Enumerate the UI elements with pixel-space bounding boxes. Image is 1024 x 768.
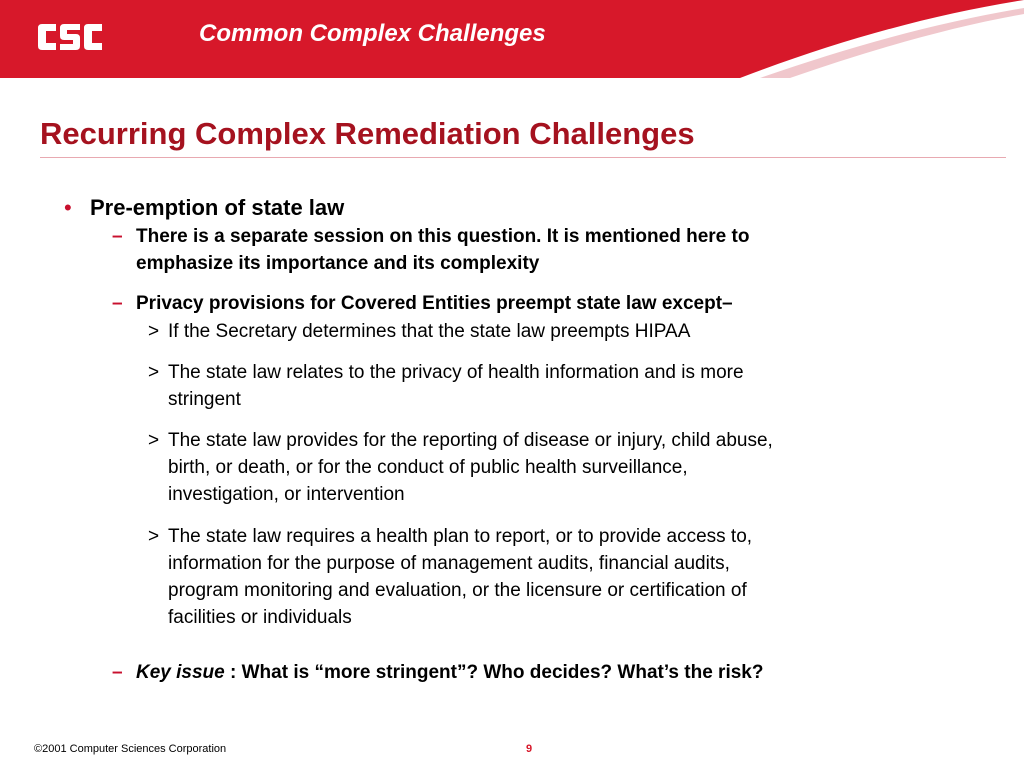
page-number: 9 (526, 743, 533, 755)
chevron-marker: > (148, 430, 160, 451)
sub1-line2: emphasize its importance and its complexity (136, 253, 540, 274)
exception-1 (168, 318, 690, 345)
banner-title: Common Complex Challenges (199, 20, 546, 47)
exception-4-line: information for the purpose of management audits, financial audits, (168, 553, 730, 574)
exception-4-line: facilities or individuals (168, 607, 352, 628)
dash-marker: – (112, 662, 123, 683)
exception-2 (168, 359, 744, 413)
key-issue-label: Key issue (136, 662, 225, 683)
footer-copyright: ©2001 Computer Sciences Corporation (34, 743, 227, 755)
bullet-preemption: Pre-emption of state law (90, 195, 345, 220)
key-issue-text: : What is “more stringent”? Who decides? What’s the risk? (224, 662, 764, 683)
exception-2-line: The state law relates to the privacy of health information and is more (168, 362, 744, 383)
exception-4-line: The state law requires a health plan to report, or to provide access to, (168, 526, 753, 547)
slide-title: Recurring Complex Remediation Challenges (40, 116, 695, 151)
exception-3 (168, 427, 773, 508)
header-banner (0, 0, 1024, 78)
sub2-text: Privacy provisions for Covered Entities preempt state law except– (136, 293, 733, 314)
exception-1-line: If the Secretary determines that the state law preempts HIPAA (168, 321, 691, 342)
dash-marker: – (112, 293, 123, 314)
chevron-marker: > (148, 321, 160, 342)
bullet-marker: • (64, 195, 72, 220)
chevron-marker: > (148, 526, 160, 547)
exception-3-line: investigation, or intervention (168, 484, 405, 505)
dash-marker: – (112, 226, 123, 247)
key-issue (136, 662, 763, 684)
exception-3-line: The state law provides for the reporting of disease or injury, child abuse, (168, 430, 773, 451)
exception-2-line: stringent (168, 389, 241, 410)
exception-4-line: program monitoring and evaluation, or the licensure or certification of (168, 580, 747, 601)
chevron-marker: > (148, 362, 160, 383)
title-divider (40, 157, 1006, 158)
exception-3-line: birth, or death, or for the conduct of public health surveillance, (168, 457, 688, 478)
sub1-line1: There is a separate session on this question. It is mentioned here to (136, 226, 750, 247)
csc-logo (36, 22, 104, 52)
exception-4 (168, 523, 752, 631)
